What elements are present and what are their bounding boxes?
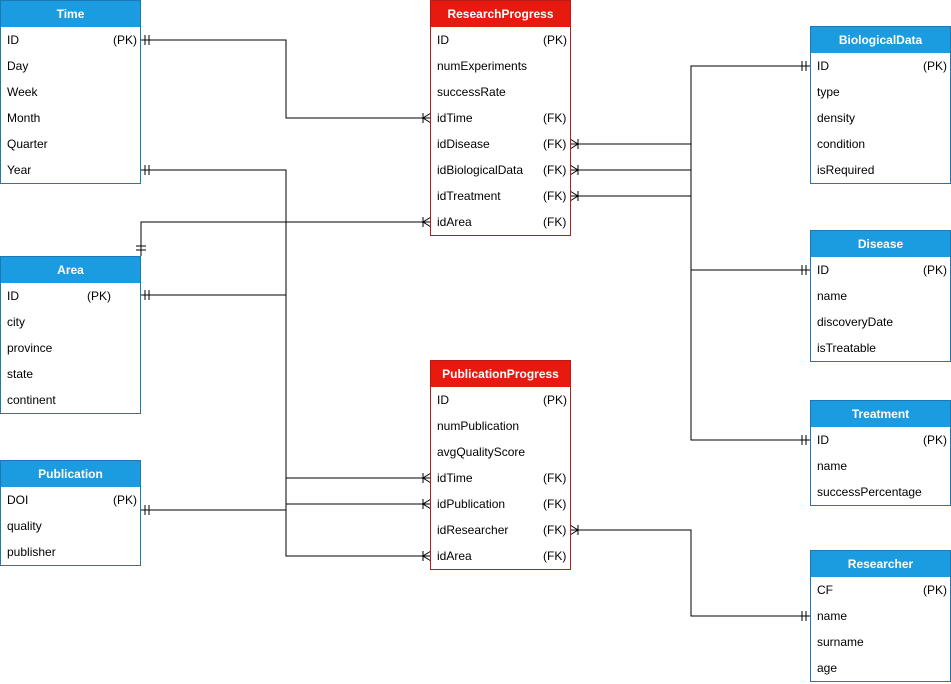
entity-research-progress-header: ResearchProgress: [431, 1, 570, 27]
attribute-row[interactable]: [1, 309, 140, 335]
entity-researcher-header: Researcher: [811, 551, 950, 577]
attribute-row[interactable]: [811, 603, 950, 629]
attribute-name: successPercentage: [817, 485, 922, 499]
attribute-row[interactable]: [431, 53, 570, 79]
attribute-name: idTime: [437, 111, 473, 125]
attribute-name: successRate: [437, 85, 506, 99]
attribute-name: Month: [7, 111, 41, 125]
attribute-row[interactable]: [1, 387, 140, 413]
entity-treatment-header: Treatment: [811, 401, 950, 427]
attribute-row[interactable]: [431, 131, 570, 157]
attribute-name: idTreatment: [437, 189, 501, 203]
attribute-row[interactable]: [431, 491, 570, 517]
entity-publication-progress-header: PublicationProgress: [431, 361, 570, 387]
attribute-name: name: [817, 289, 848, 303]
attribute-name: continent: [7, 393, 56, 407]
attribute-name: ID: [817, 433, 829, 447]
attribute-row[interactable]: [431, 387, 570, 413]
attribute-key-badge: (FK): [543, 163, 567, 177]
attribute-name: idDisease: [437, 137, 490, 151]
attribute-name: state: [7, 367, 34, 381]
attribute-row[interactable]: [811, 283, 950, 309]
attribute-name: ID: [7, 33, 19, 47]
attribute-name: type: [817, 85, 840, 99]
edge-time-research: [141, 40, 431, 118]
attribute-row[interactable]: [431, 543, 570, 569]
attribute-row[interactable]: [1, 27, 140, 53]
attribute-name: quality: [7, 519, 42, 533]
attribute-name: ID: [817, 263, 829, 277]
entity-research-progress[interactable]: [430, 0, 571, 236]
entity-treatment[interactable]: [810, 400, 951, 506]
attribute-row[interactable]: [811, 453, 950, 479]
attribute-name: name: [817, 459, 848, 473]
attribute-name: ID: [7, 289, 19, 303]
attribute-row[interactable]: [1, 513, 140, 539]
attribute-name: name: [817, 609, 848, 623]
entity-disease[interactable]: [810, 230, 951, 362]
attribute-name: avgQualityScore: [437, 445, 526, 459]
entity-time[interactable]: [0, 0, 141, 184]
attribute-name: idArea: [437, 215, 472, 229]
attribute-name: idTime: [437, 471, 473, 485]
attribute-row[interactable]: [431, 79, 570, 105]
entity-publication-progress[interactable]: [430, 360, 571, 570]
attribute-name: ID: [817, 59, 829, 73]
attribute-key-badge: (PK): [113, 493, 137, 507]
attribute-row[interactable]: [1, 105, 140, 131]
attribute-row[interactable]: [1, 335, 140, 361]
attribute-name: condition: [817, 137, 866, 151]
attribute-row[interactable]: [1, 539, 140, 565]
edge-publication-publication: [141, 504, 431, 510]
attribute-key-badge: (PK): [923, 263, 947, 277]
attribute-name: idBiologicalData: [437, 163, 524, 177]
attribute-key-badge: (PK): [923, 59, 947, 73]
attribute-key-badge: (PK): [87, 289, 111, 303]
attribute-row[interactable]: [1, 157, 140, 183]
attribute-key-badge: (PK): [923, 583, 947, 597]
entity-time-header: Time: [1, 1, 140, 27]
attribute-row[interactable]: [811, 577, 950, 603]
entity-publication-header: Publication: [1, 461, 140, 487]
attribute-key-badge: (FK): [543, 189, 567, 203]
attribute-name: Week: [7, 85, 38, 99]
attribute-row[interactable]: [811, 257, 950, 283]
attribute-row[interactable]: [431, 183, 570, 209]
attribute-row[interactable]: [431, 209, 570, 235]
attribute-name: province: [7, 341, 53, 355]
attribute-key-badge: (FK): [543, 471, 567, 485]
attribute-key-badge: (FK): [543, 111, 567, 125]
attribute-key-badge: (FK): [543, 137, 567, 151]
attribute-name: idArea: [437, 549, 472, 563]
attribute-row[interactable]: [431, 105, 570, 131]
entity-publication[interactable]: [0, 460, 141, 566]
attribute-row[interactable]: [811, 157, 950, 183]
attribute-key-badge: (FK): [543, 549, 567, 563]
attribute-name: city: [7, 315, 25, 329]
attribute-row[interactable]: [431, 439, 570, 465]
entity-biological-data-header: BiologicalData: [811, 27, 950, 53]
attribute-row[interactable]: [431, 157, 570, 183]
entity-researcher[interactable]: [810, 550, 951, 682]
attribute-row[interactable]: [1, 361, 140, 387]
attribute-row[interactable]: [811, 655, 950, 681]
entity-disease-header: Disease: [811, 231, 950, 257]
attribute-key-badge: (FK): [543, 497, 567, 511]
attribute-name: Quarter: [7, 137, 48, 151]
attribute-row[interactable]: [811, 479, 950, 505]
attribute-key-badge: (FK): [543, 523, 567, 537]
attribute-row[interactable]: [1, 79, 140, 105]
attribute-name: idResearcher: [437, 523, 509, 537]
edge-publication-researcher: [570, 530, 811, 616]
attribute-row[interactable]: [431, 27, 570, 53]
attribute-name: ID: [437, 393, 449, 407]
attribute-name: numPublication: [437, 419, 520, 433]
attribute-name: surname: [817, 635, 864, 649]
entity-biological-data[interactable]: [810, 26, 951, 184]
attribute-row[interactable]: [1, 283, 140, 309]
attribute-name: isRequired: [817, 163, 875, 177]
attribute-row[interactable]: [811, 131, 950, 157]
attribute-row[interactable]: [811, 629, 950, 655]
attribute-row[interactable]: [1, 53, 140, 79]
attribute-key-badge: (FK): [543, 215, 567, 229]
attribute-row[interactable]: [811, 53, 950, 79]
attribute-row[interactable]: [1, 487, 140, 513]
attribute-name: Day: [7, 59, 29, 73]
attribute-row[interactable]: [811, 79, 950, 105]
attribute-name: discoveryDate: [817, 315, 894, 329]
edge-area-publication: [141, 295, 431, 556]
attribute-row[interactable]: [811, 309, 950, 335]
attribute-row[interactable]: [431, 413, 570, 439]
attribute-row[interactable]: [811, 335, 950, 361]
attribute-name: ID: [437, 33, 449, 47]
attribute-name: CF: [817, 583, 833, 597]
attribute-name: numExperiments: [437, 59, 528, 73]
attribute-name: idPublication: [437, 497, 506, 511]
edge-research-treatment: [570, 196, 811, 440]
attribute-row[interactable]: [811, 105, 950, 131]
entity-area[interactable]: [0, 256, 141, 414]
attribute-row[interactable]: [431, 517, 570, 543]
attribute-key-badge: (PK): [923, 433, 947, 447]
attribute-key-badge: (PK): [543, 33, 567, 47]
attribute-name: Year: [7, 163, 32, 177]
attribute-row[interactable]: [811, 427, 950, 453]
attribute-name: isTreatable: [817, 341, 876, 355]
attribute-name: age: [817, 661, 838, 675]
attribute-key-badge: (PK): [113, 33, 137, 47]
attribute-name: density: [817, 111, 856, 125]
attribute-row[interactable]: [1, 131, 140, 157]
attribute-row[interactable]: [431, 465, 570, 491]
attribute-name: publisher: [7, 545, 56, 559]
attribute-key-badge: (PK): [543, 393, 567, 407]
attribute-name: DOI: [7, 493, 29, 507]
entity-area-header: Area: [1, 257, 140, 283]
